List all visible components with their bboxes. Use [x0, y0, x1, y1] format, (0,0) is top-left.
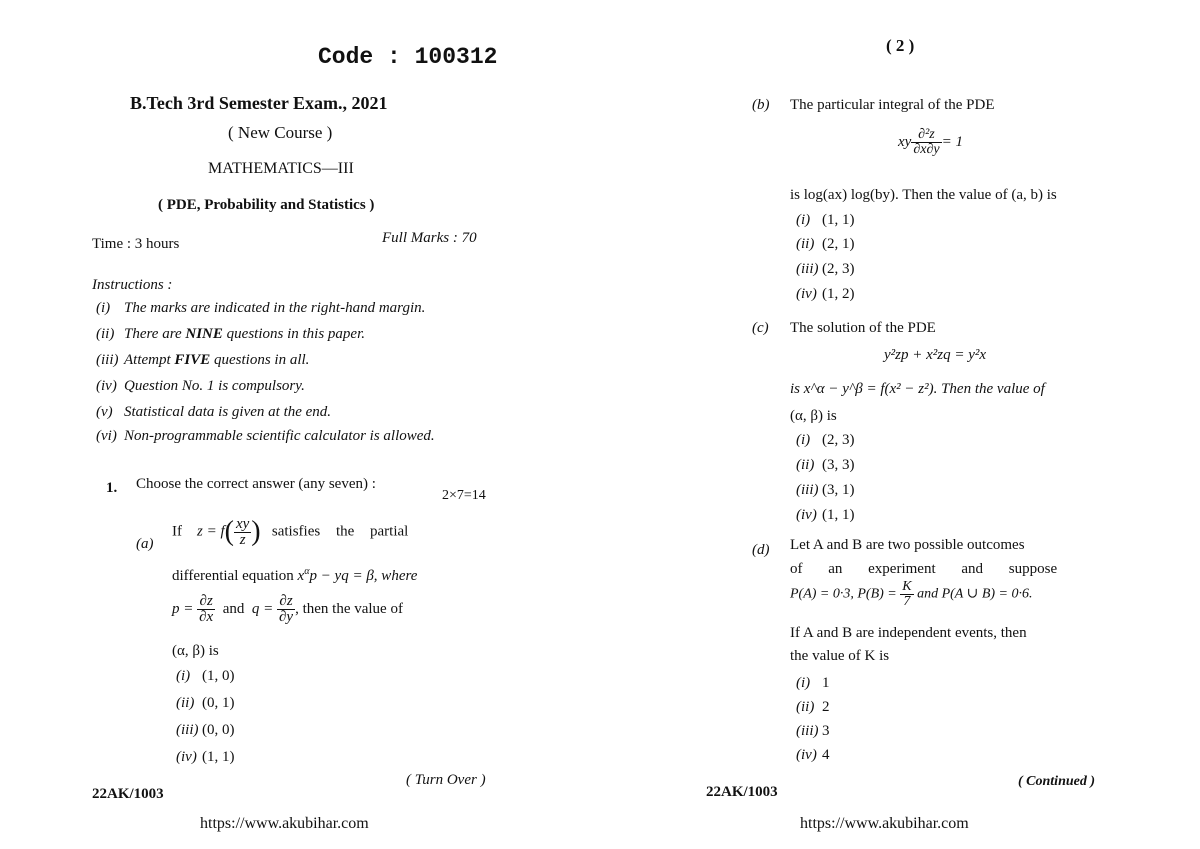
exam-code: Code : 100312: [318, 44, 498, 70]
footer-turn-over: ( Turn Over ): [406, 772, 486, 788]
instructions-heading: Instructions :: [92, 277, 173, 293]
option-item: (iv) (1, 1): [176, 749, 235, 765]
question-a-line1: If z = f( $\frac{xy}{z}$ ) satisfies the partial: [172, 515, 409, 548]
question-c-equation: y²zp + x²zq = y²x: [884, 347, 987, 363]
option-item: (iii) (2, 3): [796, 261, 855, 277]
option-item: (i) (1, 1): [796, 212, 855, 228]
right-page: [600, 0, 1200, 849]
instruction-item: (iii) Attempt FIVE questions in all.: [96, 352, 310, 368]
option-item: (i) 1: [796, 675, 830, 691]
question-a-line2: differential equation $x^\alpha p$ − yq = β, where: [172, 566, 418, 584]
question-marks: 2×7=14: [442, 488, 486, 503]
option-item: (ii) (3, 3): [796, 457, 855, 473]
footer-paper-code: 22AK/1003: [706, 784, 778, 800]
exam-title: B.Tech 3rd Semester Exam., 2021: [130, 93, 388, 113]
question-d-line5: the value of K is: [790, 648, 890, 664]
question-label: (d): [752, 542, 770, 558]
question-a-line4: (α, β) is: [172, 643, 219, 659]
subject-topics: ( PDE, Probability and Statistics ): [158, 197, 375, 213]
option-item: (iv) (1, 1): [796, 507, 855, 523]
instruction-item: (ii) There are NINE questions in this paper.: [96, 326, 365, 342]
option-item: (iv) (1, 2): [796, 286, 855, 302]
footer-url[interactable]: https://www.akubihar.com: [200, 815, 369, 832]
question-b-text: The particular integral of the PDE: [790, 97, 995, 113]
question-d-line3: P(A) = 0·3, P(B) = $\frac{K}{7}$ and P(A ∪ B) = 0·6.: [790, 579, 1033, 609]
question-c-text: The solution of the PDE: [790, 320, 936, 336]
question-a-line3: p = $\frac{\partial z}{\partial x}$ and q = $\frac{\partial z}{\partial y}$ , then the value of: [172, 593, 403, 625]
instruction-item: (i) The marks are indicated in the right-hand margin.: [96, 300, 426, 316]
option-item: (i) (2, 3): [796, 432, 855, 448]
option-item: (ii) 2: [796, 699, 830, 715]
question-label: (b): [752, 97, 770, 113]
page-number: ( 2 ): [886, 36, 915, 55]
footer-url[interactable]: https://www.akubihar.com: [800, 815, 969, 832]
question-b-equation: xy $\frac{\text{∂²z}}{\partial x\partial y}$ = 1: [898, 127, 963, 157]
course-type: ( New Course ): [228, 123, 333, 142]
footer-continued: ( Continued ): [1018, 774, 1096, 789]
question-label: (a): [136, 536, 154, 552]
question-c-line3: is x^α − y^β = f(x² − z²). Then the value of: [790, 381, 1045, 397]
question-text: Choose the correct answer (any seven) :: [136, 476, 376, 492]
option-item: (iv) 4: [796, 747, 830, 763]
subject-title: MATHEMATICS—III: [208, 160, 354, 177]
question-number: 1.: [106, 480, 118, 496]
option-item: (ii) (0, 1): [176, 695, 235, 711]
option-item: (ii) (2, 1): [796, 236, 855, 252]
footer-paper-code: 22AK/1003: [92, 786, 164, 802]
instruction-item: (v) Statistical data is given at the end.: [96, 404, 332, 420]
option-item: (iii) (0, 0): [176, 722, 235, 738]
full-marks: Full Marks : 70: [382, 230, 477, 246]
question-label: (c): [752, 320, 769, 336]
instruction-item: (iv) Question No. 1 is compulsory.: [96, 378, 305, 394]
question-b-line3: is log(ax) log(by). Then the value of (a, b) is: [790, 187, 1057, 203]
instruction-item: (vi) Non-programmable scientific calculator is allowed.: [96, 428, 435, 444]
option-item: (i) (1, 0): [176, 668, 235, 684]
question-d-line1: Let A and B are two possible outcomes: [790, 537, 1025, 553]
time-allowed: Time : 3 hours: [92, 236, 180, 252]
option-item: (iii) (3, 1): [796, 482, 855, 498]
option-item: (iii) 3: [796, 723, 830, 739]
question-c-line4: (α, β) is: [790, 408, 837, 424]
question-d-line2: of an experiment and suppose: [790, 561, 1058, 577]
question-d-line4: If A and B are independent events, then: [790, 625, 1027, 641]
